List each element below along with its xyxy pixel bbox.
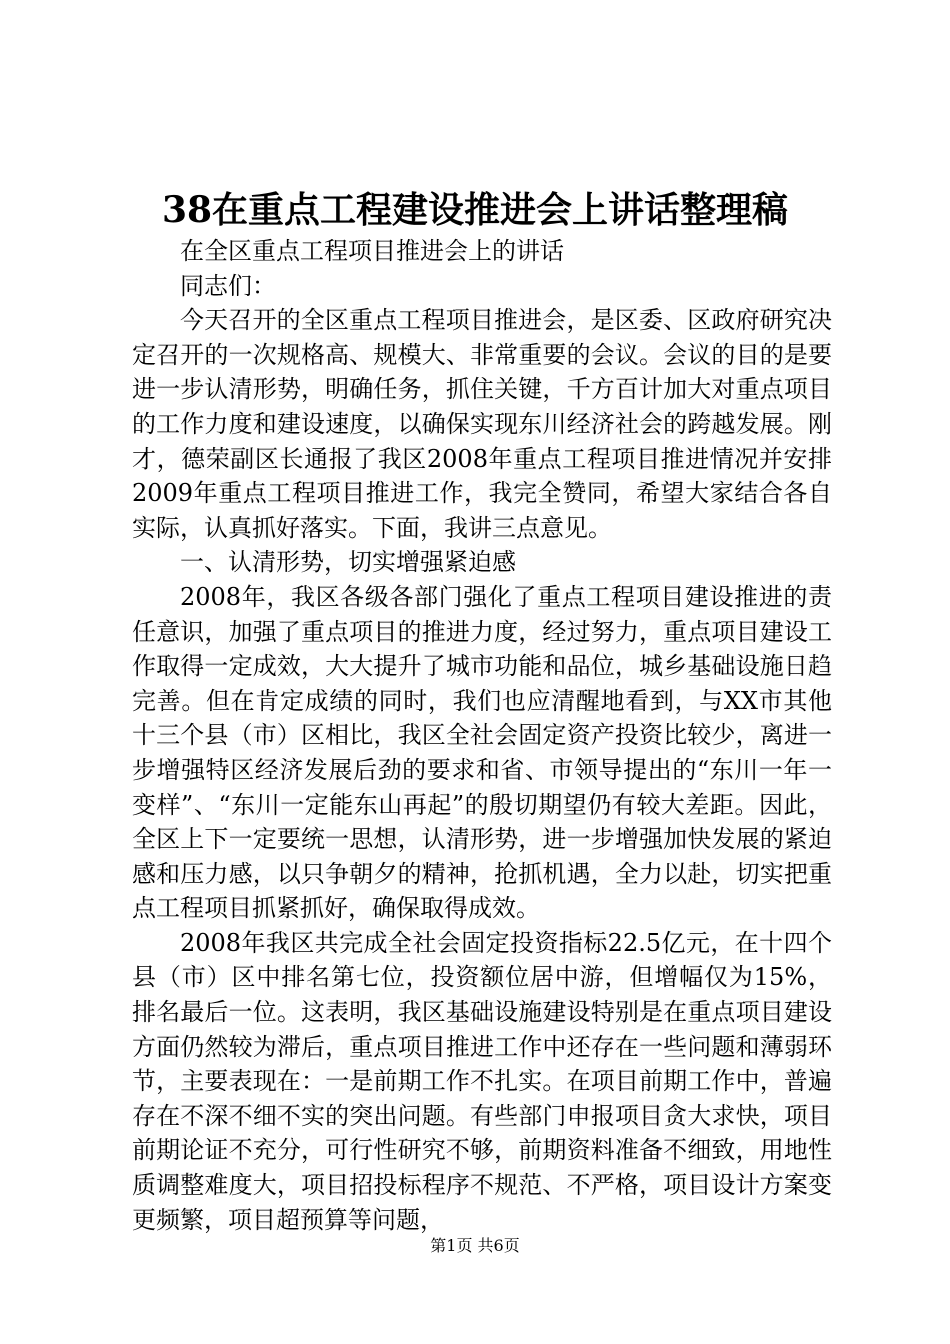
body-paragraph: 2008年我区共完成全社会固定投资指标22.5亿元，在十四个县（市）区中排名第七位，投资额位居中游，但增幅仅为15%，排名最后一位。这表明，我区基础设施建设特别是在重点项目建设方面仍然较为滞后，重点项目推进工作中还存在一些问题和薄弱环节，主要表现在：一是前期工作不扎实。在项目前期工作中，普遍存在不深不细不实的突出问题。有些部门申报项目贪大求快，项目前期论证不充分，可行性研究不够，前期资料准备不细致，用地性质调整难度大，项目招投标程序不规范、不严格，项目设计方案变更频繁，项目超预算等问题， [132,928,832,1234]
section-heading: 一、认清形势，切实增强紧迫感 [180,548,516,577]
speech-subtitle: 在全区重点工程项目推进会上的讲话 [180,237,564,265]
document-title: 38在重点工程建设推进会上讲话整理稿 [161,189,789,231]
body-paragraph: 今天召开的全区重点工程项目推进会，是区委、区政府研究决定召开的一次规格高、规模大、非常重要的会议。会议的目的是要进一步认清形势，明确任务，抓住关键，千方百计加大对重点项目的工作力度和建设速度，以确保实现东川经济社会的跨越发展。刚才，德荣副区长通报了我区2008年重点工程项目推进情况并安排2009年重点工程项目推进工作，我完全赞同，希望大家结合各自实际，认真抓好落实。下面，我讲三点意见。 [132,306,832,542]
body-paragraph: 2008年，我区各级各部门强化了重点工程项目建设推进的责任意识，加强了重点项目的推进力度，经过努力，重点项目建设工作取得一定成效，大大提升了城市功能和品位，城乡基础设施日趋完善。但在肯定成绩的同时，我们也应清醒地看到，与XX市其他十三个县（市）区相比，我区全社会固定资产投资比较少，离进一步增强特区经济发展后劲的要求和省、市领导提出的“东川一年一变样”、“东川一定能东山再起”的殷切期望仍有较大差距。因此，全区上下一定要统一思想，认清形势，进一步增强加快发展的紧迫感和压力感，以只争朝夕的精神，抢抓机遇，全力以赴，切实把重点工程项目抓紧抓好，确保取得成效。 [132,582,832,923]
salutation: 同志们： [180,271,276,300]
document-body [132,234,832,1237]
page-footer: 第1页 共6页 [430,1236,520,1255]
